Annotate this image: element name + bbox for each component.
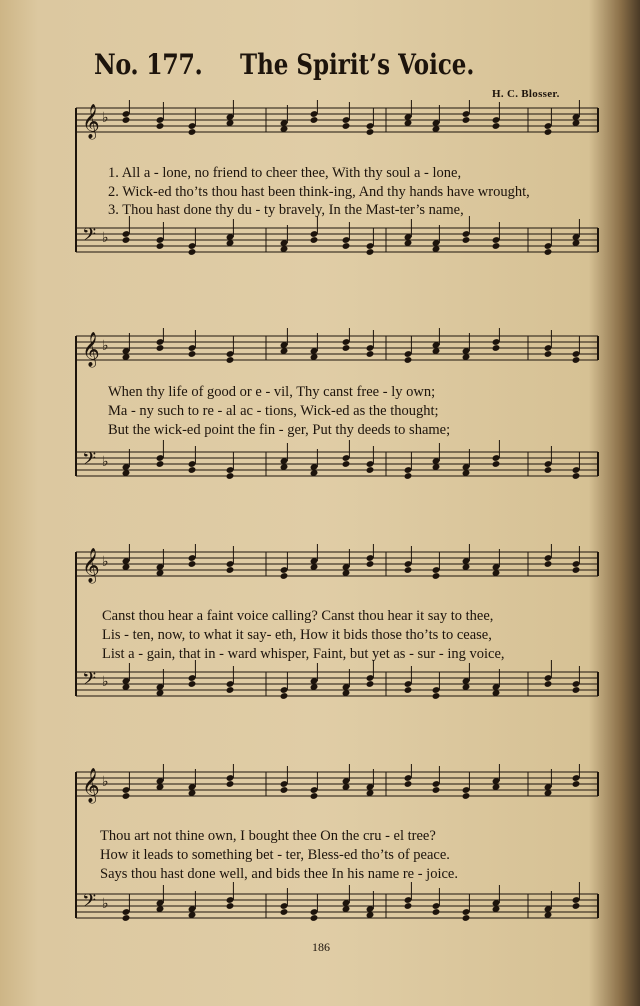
flat-icon: ♭	[102, 674, 109, 690]
note-head	[404, 472, 413, 480]
note-head	[188, 560, 197, 568]
note-head	[188, 350, 197, 358]
treble-clef-icon: 𝄞	[82, 104, 100, 139]
lyric-line: Ma - ny such to re - al ac - tions, Wick-ed as the thought;	[108, 403, 439, 419]
flat-icon: ♭	[102, 896, 109, 912]
note-head	[462, 116, 471, 124]
note-head	[492, 122, 501, 130]
note-head	[492, 242, 501, 250]
note-head	[280, 692, 289, 700]
note-head	[572, 780, 581, 788]
note-head	[462, 236, 471, 244]
lyric-line: Thou art not thine own, I bought thee On the cru - el tree?	[100, 828, 436, 844]
note-head	[280, 908, 289, 916]
flat-icon: ♭	[102, 338, 109, 354]
note-head	[122, 236, 131, 244]
hymn-number: No. 177.	[94, 48, 203, 81]
note-head	[188, 680, 197, 688]
note-head	[280, 786, 289, 794]
note-head	[366, 128, 375, 136]
lyric-line: List a - gain, that in - ward whisper, Faint, but yet as - sur - ing voice,	[102, 646, 505, 662]
flat-icon: ♭	[102, 110, 109, 126]
lyric-line: How it leads to something bet - ter, Bless-ed tho’ts of peace.	[100, 847, 450, 863]
note-head	[492, 460, 501, 468]
flat-icon: ♭	[102, 454, 109, 470]
note-head	[188, 128, 197, 136]
lyric-line: Canst thou hear a faint voice calling? Canst thou hear it say to thee,	[102, 608, 494, 624]
treble-clef-icon: 𝄞	[82, 332, 100, 367]
note-head	[462, 914, 471, 922]
note-head	[226, 472, 235, 480]
note-head	[572, 686, 581, 694]
note-head	[492, 344, 501, 352]
note-head	[572, 472, 581, 480]
note-head	[342, 460, 351, 468]
lyric-line: 3. Thou hast done thy du - ty bravely, In the Mast-ter’s name,	[108, 202, 464, 218]
note-head	[122, 792, 131, 800]
note-head	[342, 344, 351, 352]
note-head	[156, 344, 165, 352]
note-head	[404, 780, 413, 788]
note-head	[366, 680, 375, 688]
bass-clef-icon: 𝄢	[82, 891, 97, 916]
note-head	[544, 680, 553, 688]
note-head	[366, 466, 375, 474]
note-head	[366, 248, 375, 256]
lyric-line: Lis - ten, now, to what it say- eth, How it bids those tho’ts to cease,	[102, 627, 492, 643]
flat-icon: ♭	[102, 554, 109, 570]
note-head	[226, 356, 235, 364]
note-head	[544, 466, 553, 474]
lyric-line: But the wick-ed point the fin - ger, Put thy deeds to shame;	[108, 422, 451, 438]
note-head	[310, 792, 319, 800]
note-head	[404, 356, 413, 364]
composer-credit: H. C. Blosser.	[492, 88, 560, 100]
note-head	[432, 572, 441, 580]
treble-clef-icon: 𝄞	[82, 768, 100, 803]
lyric-line: 2. Wick-ed tho’ts thou hast been think-ing, And thy hands have wrought,	[108, 184, 530, 200]
note-head	[572, 566, 581, 574]
note-head	[310, 236, 319, 244]
note-head	[544, 128, 553, 136]
music-system-1	[70, 100, 610, 270]
note-head	[226, 780, 235, 788]
note-head	[432, 908, 441, 916]
note-head	[156, 460, 165, 468]
flat-icon: ♭	[102, 774, 109, 790]
note-head	[226, 686, 235, 694]
note-head	[572, 356, 581, 364]
note-head	[404, 686, 413, 694]
note-head	[462, 792, 471, 800]
note-head	[572, 902, 581, 910]
note-head	[188, 466, 197, 474]
note-head	[310, 914, 319, 922]
note-head	[310, 116, 319, 124]
note-head	[342, 122, 351, 130]
note-head	[122, 914, 131, 922]
lyric-line: When thy life of good or e - vil, Thy canst free - ly own;	[108, 384, 436, 400]
note-head	[544, 560, 553, 568]
hymn-title: The Spirit’s Voice.	[240, 48, 475, 81]
lyric-line: 1. All a - lone, no friend to cheer thee, With thy soul a - lone,	[108, 165, 462, 181]
flat-icon: ♭	[102, 230, 109, 246]
note-head	[432, 692, 441, 700]
treble-clef-icon: 𝄞	[82, 548, 100, 583]
note-head	[342, 242, 351, 250]
note-head	[544, 350, 553, 358]
lyric-line: Says thou hast done well, and bids thee In his name re - joice.	[100, 866, 458, 882]
note-head	[156, 122, 165, 130]
note-head	[366, 560, 375, 568]
bass-clef-icon: 𝄢	[82, 669, 97, 694]
note-head	[544, 248, 553, 256]
bass-clef-icon: 𝄢	[82, 225, 97, 250]
note-head	[404, 566, 413, 574]
note-head	[280, 572, 289, 580]
note-head	[122, 116, 131, 124]
note-head	[432, 786, 441, 794]
note-head	[404, 902, 413, 910]
note-head	[156, 242, 165, 250]
music-system-3	[70, 544, 610, 709]
note-head	[226, 566, 235, 574]
page-number: 186	[312, 940, 330, 954]
note-head	[226, 902, 235, 910]
note-head	[188, 248, 197, 256]
bass-clef-icon: 𝄢	[82, 449, 97, 474]
music-system-4	[70, 764, 610, 934]
music-system-2	[70, 328, 610, 488]
note-head	[366, 350, 375, 358]
